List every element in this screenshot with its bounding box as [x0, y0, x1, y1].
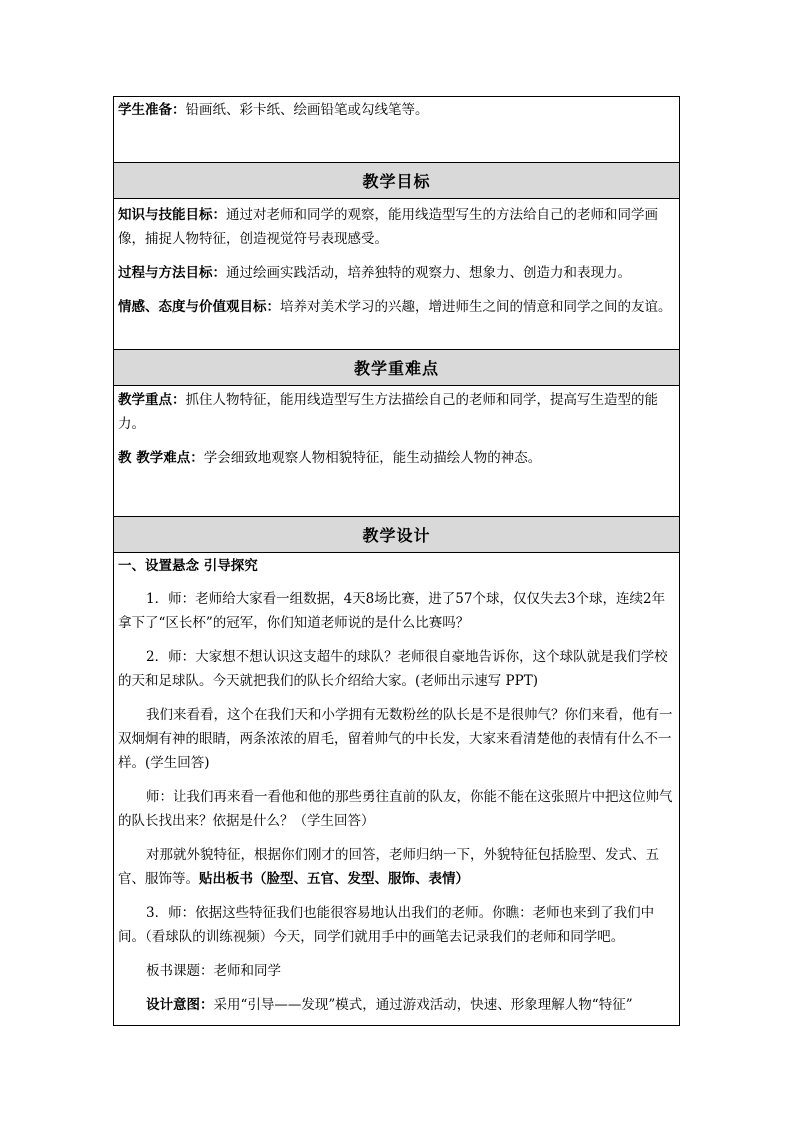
paragraph-3: 我们来看看，这个在我们天和小学拥有无数粉丝的队长是不是很帅气？你们来看，他有一双炯炯有神的眼睛，两条浓浓的眉毛，留着帅气的中长发，大家来看清楚他的表情有什么不一样。(学生回答): [118, 707, 673, 771]
paragraph-6: 3．师：依据这些特征我们也能很容易地认出我们的老师。你瞧：老师也来到了我们中间。（看球队的训练视频）今天，同学们就用手中的画笔去记录我们的老师和同学吧。: [118, 905, 655, 945]
lesson-plan-table: [113, 96, 680, 1026]
paragraph-4: 师：让我们再来看一看他和他的那些勇往直前的队友，你能不能在这张照片中把这位帅气的队长找出来？依据是什么？（学生回答）: [118, 789, 673, 829]
difficulty-text: 学会细致地观察人物相貌特征，能生动描绘人物的神态。: [203, 450, 542, 466]
goals-header: 教学目标: [114, 163, 679, 199]
student-prep-label: 学生准备：: [118, 102, 186, 118]
student-prep-row: [114, 97, 679, 163]
paragraph-5: [118, 843, 675, 891]
design-row: [114, 553, 679, 1026]
knowledge-goal-text: 通过对老师和同学的观察，能用线造型写生的方法给自己的老师和同学画像，捕捉人物特征，创造视觉符号表现感受。: [118, 207, 658, 247]
key-points-header: 教学重难点: [114, 350, 679, 386]
paragraph-7: 板书课题：老师和同学: [146, 963, 281, 979]
paragraph-5-text: 对那就外貌特征，根据你们刚才的回答，老师归纳一下，外貌特征包括脸型、发式、五官、服饰等。: [118, 847, 659, 887]
design-intent-text: 采用“引导——发现”模式，通过游戏活动，快速、形象理解人物“特征”: [213, 997, 633, 1013]
difficulty-label: 教 教学难点：: [118, 450, 204, 466]
process-goal-text: 通过绘画实践活动，培养独特的观察力、想象力、创造力和表现力。: [226, 265, 631, 281]
knowledge-goal-label: 知识与技能目标：: [118, 207, 226, 223]
design-header: 教学设计: [114, 517, 679, 553]
key-points-row: [114, 386, 679, 517]
goals-row: [114, 199, 679, 350]
focus-text: 抓住人物特征，能用线造型写生方法描绘自己的老师和同学，提高写生造型的能力。: [118, 392, 658, 432]
process-goal-label: 过程与方法目标：: [118, 265, 226, 281]
board-note: 贴出板书（脸型、五官、发型、服饰、表情）: [199, 871, 469, 887]
design-intent-label: 设计意图：: [146, 997, 214, 1013]
section-title: 一、设置悬念 引导探究: [118, 558, 258, 574]
paragraph-2: 2．师：大家想不想认识这支超牛的球队？老师很自豪地告诉你，这个球队就是我们学校的天和足球队。今天就把我们的队长介绍给大家。(老师出示速写 PPT): [118, 649, 668, 689]
paragraph-8: [118, 993, 675, 1017]
emotion-goal-text: 培养对美术学习的兴趣，增进师生之间的情意和同学之间的友谊。: [280, 299, 672, 315]
paragraph-1: 1．师：老师给大家看一组数据，4天8场比赛，进了57个球，仅仅失去3个球，连续2年拿下了“区长杯”的冠军，你们知道老师说的是什么比赛吗？: [118, 591, 666, 631]
student-prep-text: 铅画纸、彩卡纸、绘画铅笔或勾线笔等。: [185, 102, 429, 118]
focus-label: 教学重点：: [118, 392, 186, 408]
emotion-goal-label: 情感、态度与价值观目标：: [118, 299, 280, 315]
